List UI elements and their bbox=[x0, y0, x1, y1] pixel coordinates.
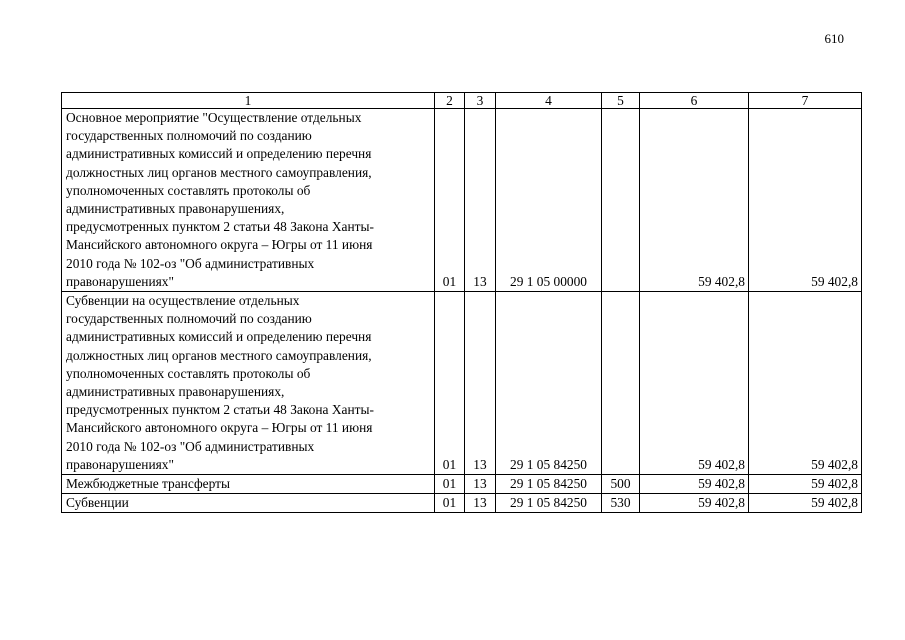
row-name-line: 2010 года № 102-оз "Об административных bbox=[66, 255, 315, 271]
amount-cell-7: 59 402,8 bbox=[749, 475, 862, 494]
row-name-line: Субвенции на осуществление отдельных bbox=[66, 293, 300, 309]
row-name-line: административных комиссий и определению перечня bbox=[66, 329, 372, 345]
section-code-cell: 01 bbox=[435, 292, 465, 475]
row-name-line: должностных лиц органов местного самоуправления, bbox=[66, 164, 372, 180]
row-name-line: Межбюджетные трансферты bbox=[66, 476, 230, 492]
amount-cell-6: 59 402,8 bbox=[640, 109, 749, 292]
row-name-cell bbox=[62, 475, 435, 494]
amount-cell-7: 59 402,8 bbox=[749, 292, 862, 475]
row-name-line: 2010 года № 102-оз "Об административных bbox=[66, 438, 315, 454]
subsection-code-cell: 13 bbox=[465, 494, 496, 513]
target-article-cell: 29 1 05 84250 bbox=[496, 292, 602, 475]
target-article-cell: 29 1 05 84250 bbox=[496, 494, 602, 513]
budget-table bbox=[61, 92, 862, 513]
subsection-code-cell: 13 bbox=[465, 292, 496, 475]
row-name-line: должностных лиц органов местного самоуправления, bbox=[66, 347, 372, 363]
row-name-line: уполномоченных составлять протоколы об bbox=[66, 182, 311, 198]
expense-type-cell: 530 bbox=[602, 494, 640, 513]
amount-cell-7: 59 402,8 bbox=[749, 109, 862, 292]
row-name-line: правонарушениях" bbox=[66, 273, 174, 289]
row-name-line: государственных полномочий по созданию bbox=[66, 311, 312, 327]
row-name-cell bbox=[62, 109, 435, 292]
row-name-line: Субвенции bbox=[66, 495, 129, 511]
target-article-cell: 29 1 05 00000 bbox=[496, 109, 602, 292]
header-cell-6: 6 bbox=[640, 93, 749, 109]
table-row bbox=[62, 109, 862, 292]
page-number: 610 bbox=[824, 31, 844, 46]
table-row bbox=[62, 475, 862, 494]
row-name-line: Основное мероприятие "Осуществление отдельных bbox=[66, 110, 362, 125]
expense-type-cell bbox=[602, 292, 640, 475]
expense-type-cell bbox=[602, 109, 640, 292]
row-name-cell bbox=[62, 494, 435, 513]
table-row bbox=[62, 292, 862, 475]
row-name-line: административных правонарушениях, bbox=[66, 384, 285, 400]
amount-cell-6: 59 402,8 bbox=[640, 475, 749, 494]
header-cell-1: 1 bbox=[62, 93, 435, 109]
row-name-cell bbox=[62, 292, 435, 475]
row-name-line: административных комиссий и определению перечня bbox=[66, 146, 372, 162]
header-cell-4: 4 bbox=[496, 93, 602, 109]
row-name-line: Мансийского автономного округа – Югры от 11 июня bbox=[66, 420, 373, 436]
target-article-cell: 29 1 05 84250 bbox=[496, 475, 602, 494]
subsection-code-cell: 13 bbox=[465, 109, 496, 292]
header-cell-5: 5 bbox=[602, 93, 640, 109]
header-cell-3: 3 bbox=[465, 93, 496, 109]
expense-type-cell: 500 bbox=[602, 475, 640, 494]
header-cell-7: 7 bbox=[749, 93, 862, 109]
section-code-cell: 01 bbox=[435, 475, 465, 494]
row-name-line: государственных полномочий по созданию bbox=[66, 128, 312, 144]
row-name-line: уполномоченных составлять протоколы об bbox=[66, 365, 311, 381]
table-header-row bbox=[62, 93, 862, 109]
row-name-line: правонарушениях" bbox=[66, 456, 174, 472]
table-row bbox=[62, 494, 862, 513]
subsection-code-cell: 13 bbox=[465, 475, 496, 494]
header-cell-2: 2 bbox=[435, 93, 465, 109]
amount-cell-6: 59 402,8 bbox=[640, 494, 749, 513]
row-name-line: административных правонарушениях, bbox=[66, 201, 285, 217]
section-code-cell: 01 bbox=[435, 109, 465, 292]
section-code-cell: 01 bbox=[435, 494, 465, 513]
row-name-line: предусмотренных пунктом 2 статьи 48 Закона Ханты- bbox=[66, 219, 374, 235]
row-name-line: предусмотренных пунктом 2 статьи 48 Закона Ханты- bbox=[66, 402, 374, 418]
amount-cell-6: 59 402,8 bbox=[640, 292, 749, 475]
amount-cell-7: 59 402,8 bbox=[749, 494, 862, 513]
row-name-line: Мансийского автономного округа – Югры от 11 июня bbox=[66, 237, 373, 253]
